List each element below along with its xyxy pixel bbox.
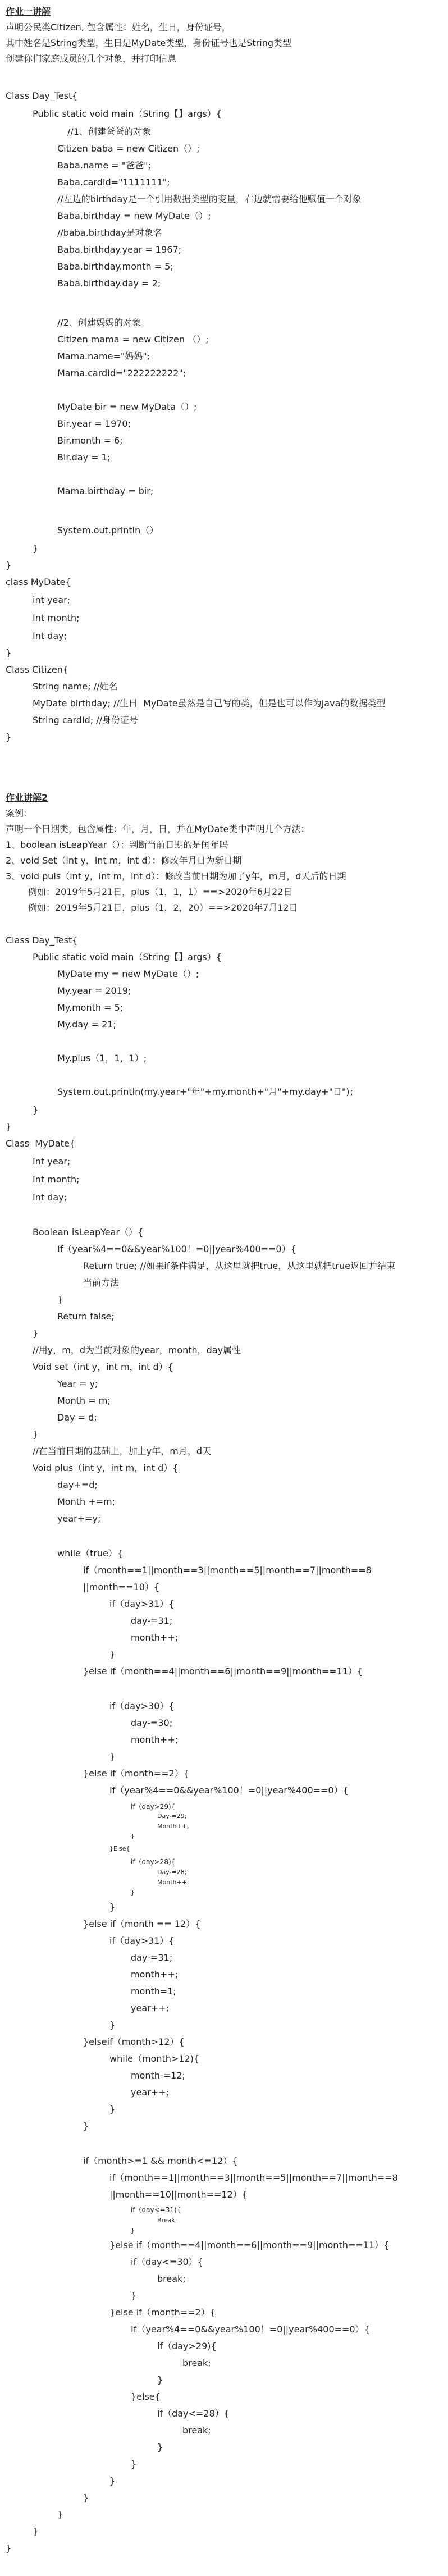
text-line: MyDate bir = new MyData（）; bbox=[57, 401, 197, 412]
text-line: Baba.birthday.month = 5; bbox=[57, 261, 173, 272]
text-line: } bbox=[109, 1751, 116, 1762]
text-line: }else if（month==2）{ bbox=[109, 2307, 216, 2318]
text-line: Int day; bbox=[33, 631, 67, 641]
text-line: if（month==1||month==3||month==5||month==7||month==8 bbox=[109, 2172, 398, 2183]
text-line: }elseif（month>12）{ bbox=[83, 2036, 185, 2047]
text-line: Baba.name = "爸爸"; bbox=[57, 160, 151, 171]
text-line: Public static void main（String【】args）{ bbox=[33, 952, 222, 962]
text-line: ||month==10）{ bbox=[83, 1582, 160, 1592]
text-line: My.plus（1，1，1）; bbox=[57, 1053, 147, 1063]
text-line: while（month>12){ bbox=[109, 2053, 200, 2064]
text-line: Year = y; bbox=[57, 1378, 98, 1389]
text-line: 创建你们家庭成员的几个对象，并打印信息 bbox=[6, 53, 177, 64]
text-line: My.day = 21; bbox=[57, 1019, 116, 1030]
text-line: If（year%4==0&&year%100！=0||year%400==0）{ bbox=[131, 2324, 370, 2335]
text-line: } bbox=[33, 543, 39, 554]
text-line: 其中姓名是String类型，生日是MyDate类型，身份证号也是String类型 bbox=[6, 38, 292, 48]
text-line: Public static void main（String【】args）{ bbox=[33, 108, 222, 119]
text-line: } bbox=[131, 2290, 137, 2301]
text-line: } bbox=[33, 2526, 39, 2537]
text-line: day-=31; bbox=[131, 1615, 173, 1626]
text-line: Bir.month = 6; bbox=[57, 435, 123, 446]
text-line: } bbox=[6, 647, 12, 658]
text-line: Bir.day = 1; bbox=[57, 452, 111, 463]
text-line: if（day>31）{ bbox=[109, 1935, 175, 1946]
text-line: } bbox=[57, 2509, 63, 2520]
text-line: 2、void Set（int y，int m，int d）：修改年月日为新日期 bbox=[6, 855, 242, 866]
text-line: if（day>29){ bbox=[157, 2341, 217, 2351]
text-line: 声明公民类Citizen, 包含属性：姓名，生日，身份证号， bbox=[6, 22, 231, 33]
text-line: } bbox=[6, 1121, 12, 1132]
text-line: month++; bbox=[131, 1632, 179, 1643]
text-line: day-=30; bbox=[131, 1718, 173, 1728]
text-line: day+=d; bbox=[57, 1479, 98, 1490]
text-line: Citizen mama = new Citizen （）; bbox=[57, 334, 209, 345]
text-line: //左边的birthday是一个引用数据类型的变量，右边就需要给他赋值一个对象 bbox=[57, 194, 362, 204]
text-line: String name; //姓名 bbox=[33, 681, 118, 692]
text-line: }else if（month==4||month==6||month==9||month==11）{ bbox=[83, 1666, 363, 1677]
text-line: day-=31; bbox=[131, 1952, 173, 1963]
text-line: month++; bbox=[131, 1969, 179, 1980]
text-line: //baba.birthday是对象名 bbox=[57, 227, 162, 238]
text-line: while（true）{ bbox=[57, 1548, 123, 1559]
text-line: } bbox=[131, 2227, 135, 2234]
text-line: Return true; //如果if条件满足，从这里就把true，从这里就把true返回并结束 bbox=[83, 1260, 396, 1271]
text-line: } bbox=[157, 2442, 163, 2452]
text-line: } bbox=[33, 1328, 39, 1339]
text-line: Void plus（int y，int m，int d）{ bbox=[33, 1463, 179, 1473]
text-line: month++; bbox=[131, 1734, 179, 1745]
text-line: }else if（month == 12）{ bbox=[83, 1919, 201, 1929]
text-line: 声明一个日期类，包含属性：年，月，日，并在MyDate类中声明几个方法： bbox=[6, 824, 310, 834]
text-line: Citizen baba = new Citizen（）; bbox=[57, 143, 200, 154]
text-line: }else if（month==2）{ bbox=[83, 1768, 189, 1779]
text-line: if（day<=30）{ bbox=[131, 2257, 203, 2267]
text-line: System.out.println(my.year+"年"+my.month+"月"+my.day+"日")； bbox=[57, 1086, 359, 1097]
text-line: Day = d; bbox=[57, 1412, 97, 1423]
section-title: 作业一讲解 bbox=[6, 6, 51, 17]
text-line: My.year = 2019; bbox=[57, 985, 131, 996]
text-line: Break; bbox=[157, 2217, 177, 2224]
text-line: Mama.birthday = bir; bbox=[57, 486, 154, 496]
text-line: Day-=29; bbox=[157, 1812, 187, 1820]
text-line: 当前方法 bbox=[83, 1277, 120, 1288]
text-line: If（year%4==0&&year%100！=0||year%400==0）{ bbox=[57, 1244, 296, 1254]
text-line: break; bbox=[182, 2358, 211, 2368]
text-line: } bbox=[109, 2104, 116, 2114]
text-line: 例如：2019年5月21日，plus（1，2，20）==>2020年7月12日 bbox=[28, 902, 298, 913]
text-line: } bbox=[109, 2020, 116, 2030]
text-line: Int day; bbox=[33, 1192, 67, 1203]
text-line: Month +=m; bbox=[57, 1496, 116, 1507]
text-line: Month++; bbox=[157, 1823, 189, 1830]
text-line: } bbox=[109, 1649, 116, 1660]
text-line: } bbox=[57, 1294, 63, 1305]
text-line: Mama.cardId="222222222"; bbox=[57, 368, 186, 378]
text-line: Baba.birthday.year = 1967; bbox=[57, 244, 182, 255]
text-line: } bbox=[83, 2492, 89, 2503]
text-line: Boolean isLeapYear（）{ bbox=[33, 1227, 144, 1237]
text-line: Month = m; bbox=[57, 1395, 111, 1406]
text-line: 例如：2019年5月21日，plus（1，1，1）==>2020年6月22日 bbox=[28, 887, 292, 897]
text-line: MyDate my = new MyDate（）; bbox=[57, 969, 199, 979]
text-line: year+=y; bbox=[57, 1513, 101, 1524]
text-line: //用y，m，d为当前对象的year，month，day属性 bbox=[33, 1345, 241, 1355]
text-line: } bbox=[109, 1902, 116, 1912]
text-line: if（day<=31){ bbox=[131, 2206, 181, 2214]
text-line: month=1; bbox=[131, 1986, 176, 1997]
text-line: //在当前日期的基础上，加上y年，m月，d天 bbox=[33, 1446, 211, 1456]
text-line: Class MyDate{ bbox=[6, 1138, 75, 1149]
text-line: } bbox=[131, 2459, 137, 2469]
text-line: } bbox=[6, 732, 12, 742]
text-line: Int year; bbox=[33, 1156, 71, 1167]
text-line: Class Citizen{ bbox=[6, 664, 69, 675]
text-line: break; bbox=[157, 2273, 186, 2284]
text-line: int year; bbox=[33, 595, 71, 605]
text-line: My.month = 5; bbox=[57, 1002, 124, 1013]
text-line: }else if（month==4||month==6||month==9||month==11）{ bbox=[109, 2240, 390, 2250]
text-line: } bbox=[83, 2121, 89, 2131]
text-line: } bbox=[33, 1104, 39, 1115]
text-line: 3、void puls（int y，int m，int d）：修改当前日期为加了y年，m月，d天后的日期 bbox=[6, 871, 346, 881]
section-title: 作业讲解2 bbox=[6, 792, 48, 803]
text-line: 案例: bbox=[6, 808, 27, 819]
text-line: System.out.println（） bbox=[57, 525, 159, 536]
text-line: if（month==1||month==3||month==5||month==7||month==8 bbox=[83, 1565, 372, 1575]
text-line: } bbox=[6, 560, 12, 570]
text-line: String cardId; //身份证号 bbox=[33, 715, 139, 725]
text-line: 1、boolean isLeapYear（）：判断当前日期的是闰年吗 bbox=[6, 839, 228, 850]
text-line: If（year%4==0&&year%100！=0||year%400==0）{ bbox=[109, 1785, 349, 1796]
text-line: Class Day_Test{ bbox=[6, 90, 78, 101]
text-line: Bir.year = 1970; bbox=[57, 418, 131, 429]
text-line: Baba.cardId="1111111"; bbox=[57, 177, 170, 188]
text-line: MyDate birthday; //生日 MyDate虽然是自己写的类，但是也可以作为Java的数据类型 bbox=[33, 698, 386, 709]
text-line: } bbox=[131, 1889, 135, 1896]
text-line: Mama.name="妈妈"; bbox=[57, 351, 150, 362]
text-line: if（day<=28）{ bbox=[157, 2408, 230, 2419]
text-line: Month++; bbox=[157, 1879, 189, 1886]
text-line: if（day>28){ bbox=[131, 1858, 176, 1866]
text-line: class MyDate{ bbox=[6, 577, 71, 587]
text-line: Baba.birthday = new MyDate（）; bbox=[57, 211, 211, 221]
text-line: Day-=28; bbox=[157, 1869, 187, 1876]
text-line: month-=12; bbox=[131, 2070, 185, 2081]
text-line: if（day>29){ bbox=[131, 1803, 176, 1811]
text-line: Int month; bbox=[33, 1174, 80, 1185]
text-line: Int month; bbox=[33, 613, 80, 623]
text-line: Return false; bbox=[57, 1311, 115, 1322]
text-line: //1、创建爸爸的对象 bbox=[67, 126, 151, 137]
text-line: break; bbox=[182, 2425, 211, 2436]
text-line: //2、创建妈妈的对象 bbox=[57, 317, 141, 328]
text-line: }else{ bbox=[131, 2391, 161, 2402]
text-line: } bbox=[33, 1429, 39, 1440]
text-line: Baba.birthday.day = 2; bbox=[57, 278, 161, 289]
text-line: } bbox=[131, 1833, 135, 1840]
text-line: Class Day_Test{ bbox=[6, 935, 78, 946]
text-line: if（month>=1 && month<=12）{ bbox=[83, 2155, 238, 2166]
text-line: ||month==10||month==12）{ bbox=[109, 2189, 248, 2200]
text-line: if（day>30）{ bbox=[109, 1701, 175, 1711]
text-line: year++; bbox=[131, 2003, 169, 2013]
text-line: } bbox=[157, 2374, 163, 2385]
text-line: if（day>31）{ bbox=[109, 1598, 175, 1609]
text-line: Void set（int y，int m，int d）{ bbox=[33, 1362, 173, 1372]
text-line: } bbox=[6, 2543, 12, 2554]
text-line: } bbox=[109, 2475, 116, 2486]
text-line: year++; bbox=[131, 2087, 169, 2098]
text-line: }Else{ bbox=[109, 1845, 130, 1852]
